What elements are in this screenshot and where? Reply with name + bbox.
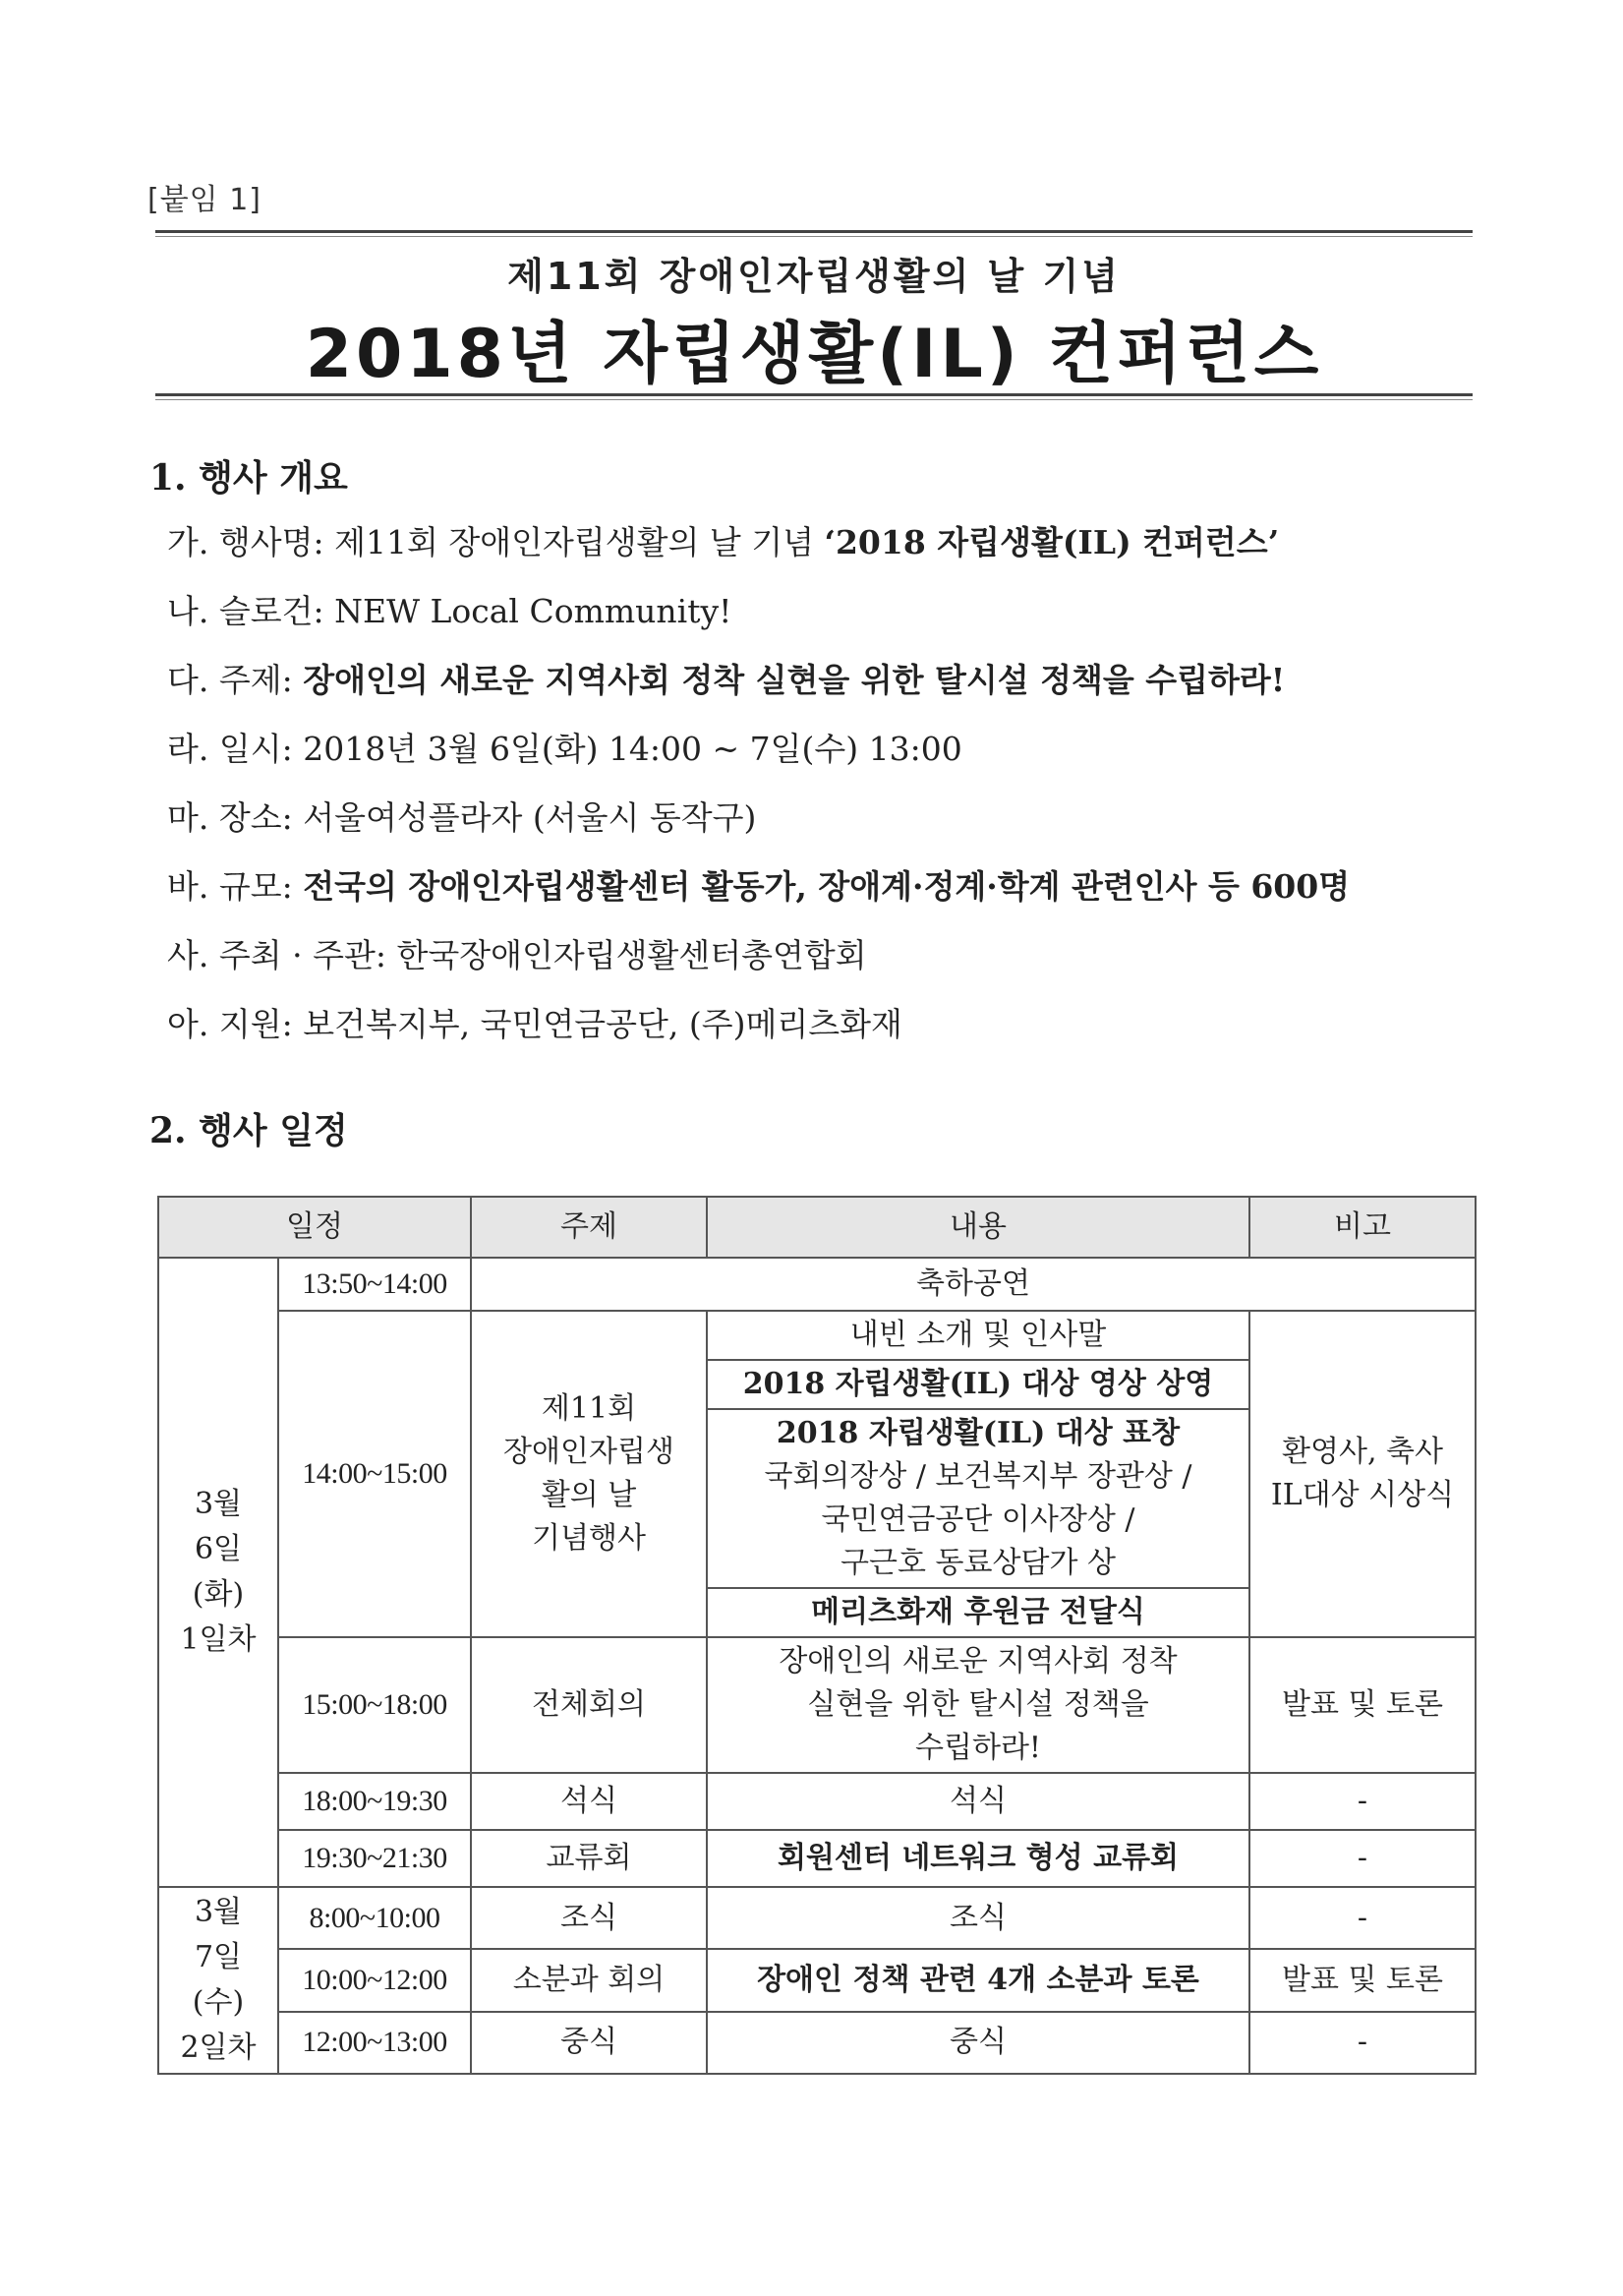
topic-cell: 소분과 회의 (471, 1949, 707, 2011)
overview-value-bold: 전국의 장애인자립생활센터 활동가, 장애계·정계·학계 관련인사 등 600명 (303, 867, 1351, 906)
document-subtitle: 제11회 장애인자립생활의 날 기념 (507, 255, 1121, 298)
overview-list (167, 521, 1504, 1072)
table-row (158, 1258, 1476, 1311)
content-cell: 축하공연 (471, 1258, 1476, 1311)
overview-item-datetime (167, 728, 1504, 796)
overview-item-name (167, 521, 1504, 590)
title-rule-bottom (155, 393, 1473, 400)
attachment-label: [붙임 1] (147, 183, 261, 217)
table-row (158, 1637, 1476, 1773)
day-cell: 3월 6일 (화) 1일차 (158, 1258, 278, 1887)
overview-item-host (167, 934, 1504, 1003)
content-cell: 조식 (707, 1887, 1249, 1949)
overview-label: 나. 슬로건: (167, 592, 335, 630)
schedule-table (157, 1196, 1477, 2075)
table-row (158, 1887, 1476, 1949)
overview-value: 보건복지부, 국민연금공단, (주)메리츠화재 (303, 1005, 902, 1043)
overview-value: 제11회 장애인자립생활의 날 기념 (334, 523, 825, 561)
content-cell: 2018 자립생활(IL) 대상 영상 상영 (707, 1360, 1249, 1409)
day-cell: 3월 7일 (수) 2일차 (158, 1887, 278, 2074)
time-cell: 10:00~12:00 (278, 1949, 471, 2011)
section2-heading: 2. 행사 일정 (149, 1110, 348, 1151)
content-cell: 내빈 소개 및 인사말 (707, 1311, 1249, 1360)
time-cell: 15:00~18:00 (278, 1637, 471, 1773)
content-cell: 중식 (707, 2012, 1249, 2074)
overview-label: 라. 일시: (167, 730, 304, 768)
table-row (158, 1830, 1476, 1887)
overview-label: 다. 주제: (167, 661, 304, 699)
overview-value-bold: ‘2018 자립생활(IL) 컨퍼런스’ (824, 523, 1280, 561)
content-cell: 2018 자립생활(IL) 대상 표창 국회의장상 / 보건복지부 장관상 / 국민연금공단 이사장상 / 구근호 동료상담가 상 (707, 1409, 1249, 1588)
overview-value: 2018년 3월 6일(화) 14:00 ~ 7일(수) 13:00 (303, 730, 962, 768)
topic-cell: 교류회 (471, 1830, 707, 1887)
time-cell: 14:00~15:00 (278, 1311, 471, 1637)
overview-item-scale (167, 865, 1504, 934)
time-cell: 18:00~19:30 (278, 1773, 471, 1830)
time-cell: 13:50~14:00 (278, 1258, 471, 1311)
topic-cell: 중식 (471, 2012, 707, 2074)
topic-cell: 제11회 장애인자립생 활의 날 기념행사 (471, 1311, 707, 1637)
overview-label: 아. 지원: (167, 1005, 304, 1043)
overview-value: 서울여성플라자 (서울시 동작구) (303, 798, 757, 837)
document-title: 2018년 자립생활(IL) 컨퍼런스 (305, 316, 1323, 393)
note-cell: - (1249, 2012, 1476, 2074)
topic-cell: 석식 (471, 1773, 707, 1830)
overview-label: 가. 행사명: (167, 523, 335, 561)
content-cell: 장애인의 새로운 지역사회 정착 실현을 위한 탈시설 정책을 수립하라! (707, 1637, 1249, 1773)
overview-value-bold: 장애인의 새로운 지역사회 정착 실현을 위한 탈시설 정책을 수립하라! (303, 661, 1286, 699)
note-cell: - (1249, 1830, 1476, 1887)
table-row (158, 2012, 1476, 2074)
table-row (158, 1773, 1476, 1830)
overview-item-venue (167, 796, 1504, 865)
time-cell: 8:00~10:00 (278, 1887, 471, 1949)
overview-item-support (167, 1003, 1504, 1072)
header-cell: 일정 (158, 1197, 471, 1258)
content-cell: 석식 (707, 1773, 1249, 1830)
topic-cell: 조식 (471, 1887, 707, 1949)
note-cell: - (1249, 1887, 1476, 1949)
topic-cell: 전체회의 (471, 1637, 707, 1773)
section1-heading: 1. 행사 개요 (149, 457, 348, 499)
overview-label: 마. 장소: (167, 798, 304, 837)
overview-label: 사. 주최 · 주관: (167, 936, 397, 974)
content-cell: 장애인 정책 관련 4개 소분과 토론 (707, 1949, 1249, 2011)
table-row (158, 1311, 1476, 1360)
overview-value: 한국장애인자립생활센터총연합회 (396, 936, 867, 974)
header-cell: 주제 (471, 1197, 707, 1258)
title-rule-top (155, 230, 1473, 237)
table-row (158, 1949, 1476, 2011)
note-cell: - (1249, 1773, 1476, 1830)
note-cell: 환영사, 축사 IL대상 시상식 (1249, 1311, 1476, 1637)
note-cell: 발표 및 토론 (1249, 1637, 1476, 1773)
content-cell: 메리츠화재 후원금 전달식 (707, 1588, 1249, 1637)
table-header-row (158, 1197, 1476, 1258)
overview-label: 바. 규모: (167, 867, 304, 906)
overview-item-slogan (167, 590, 1504, 659)
content-cell: 회원센터 네트워크 형성 교류회 (707, 1830, 1249, 1887)
overview-value: NEW Local Community! (334, 592, 732, 630)
time-cell: 12:00~13:00 (278, 2012, 471, 2074)
header-cell: 비고 (1249, 1197, 1476, 1258)
header-cell: 내용 (707, 1197, 1249, 1258)
note-cell: 발표 및 토론 (1249, 1949, 1476, 2011)
time-cell: 19:30~21:30 (278, 1830, 471, 1887)
overview-item-theme (167, 659, 1504, 728)
